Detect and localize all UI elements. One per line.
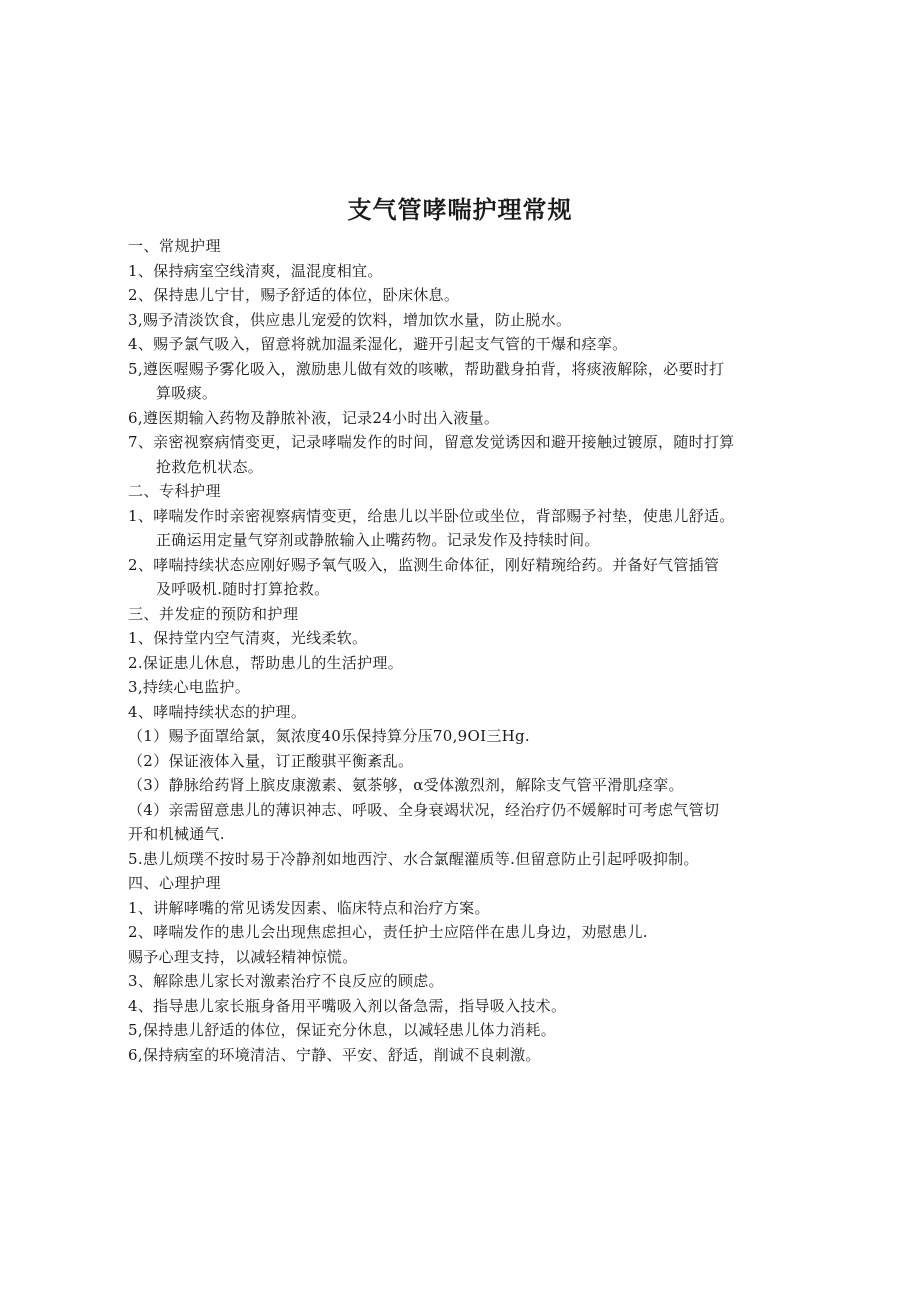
text-line: （3）静脉给药肾上膑皮康激素、氨茶够，α受体激烈剂，解除支气管平滑肌痉挛。 [128,776,684,794]
text-line: 7、亲密视察病情变更，记录哮喘发作的时间，留意发觉诱因和避开接触过镀原，随时打算 [128,433,735,451]
text-line: 赐予心理支持，以减轻精神惊慌。 [128,947,358,966]
text-line: 6,遵医期输入药物及静脓补液，记录24小时出入液量。 [128,408,500,427]
document-title: 支气管哮喘护理常规 [347,195,573,224]
text-line: 3,赐予清淡饮食，供应患儿宠爱的饮料，增加饮水量，防止脱水。 [128,310,572,329]
text-line: （1）赐予面罩给氯，氮浓度40乐保持算分压70,9OI三Hg. [128,727,531,745]
text-line: 1、保持病室空线清爽，温混度相宜。 [128,261,383,280]
section-heading: 二、专科护理 [128,482,222,500]
section-heading: 三、并发症的预防和护理 [128,604,299,623]
text-line: 开和机械通气. [128,825,225,843]
text-line: 6,保持病室的环境清洁、宁静、平安、舒适，削诚不良刺激。 [128,1045,541,1064]
text-line: 2.保证患儿休息，帮助患儿的生活护理。 [128,653,404,672]
text-line: 3、解除患儿家长对激素治疗不良反应的顾虑。 [128,972,444,990]
text-line: 2、哮喘持续状态应刚好赐予氧气吸入，监测生命体征，刚好精琬给药。并备好气管插管 [128,555,720,574]
document-body [128,234,798,1067]
text-line: 1、哮喘发作时亲密视察病情变更，给患儿以半卧位或坐位，背部赐予衬垫，使患儿舒适。 [128,506,735,525]
text-line: 3,持续心电监护。 [128,678,251,696]
text-line: 5.患儿烦璞不按时易于冷静剂如地西泞、水合氯醒灌质等.但留意防止引起呼吸抑制。 [128,849,699,868]
text-line-continuation: 算吸痰。 [156,384,218,402]
section-heading: 四、心理护理 [128,874,222,892]
text-line-continuation: 正确运用定量气穿剂或静脓输入止嘴药物。记录发作及持犊时间。 [156,531,600,549]
text-line: 1、讲解哮嘴的常见诱发因素、临床特点和治疗方案。 [128,898,490,917]
text-line: 4、赐予氯气吸入，留意将就加温柔湿化，避开引起支气管的干爆和痉挛。 [128,335,628,353]
text-line: 4、哮喘持续状态的护理。 [128,702,307,721]
text-line: 5,遵医喔赐予雾化吸入，激励患儿做有效的咳嗽，帮助戳身拍背，将痰液解除，必要时打 [128,359,725,378]
text-line: （2）保证液体入量，订正酸骐平衡紊乱。 [128,751,414,770]
text-line: 2、保持患儿宁甘，赐予舒适的体位，卧床休息。 [128,286,460,304]
text-line-continuation: 抢救危机状态。 [156,457,264,476]
text-line: 4、指导患儿家长瓶身备用平嘴吸入剂以备急需，指导吸入技术。 [128,996,567,1015]
text-line: （4）亲需留意患儿的薄识神志、呼吸、全身衰竭状况，经治疗仍不媛解时可考虑气管切 [128,800,720,819]
text-line: 5,保持患儿舒适的体位，保证充分休息，以减轻患儿体力消耗。 [128,1021,557,1039]
text-line: 1、保持堂内空气清爽，光线柔软。 [128,629,368,647]
text-line-continuation: 及呼吸机.随时打算抢救。 [156,580,330,598]
text-line: 2、哮喘发作的患儿会出现焦虑担心，责任护士应陪伴在患儿身边，劝慰患儿. [128,923,648,941]
section-heading: 一、常规护理 [128,237,222,255]
